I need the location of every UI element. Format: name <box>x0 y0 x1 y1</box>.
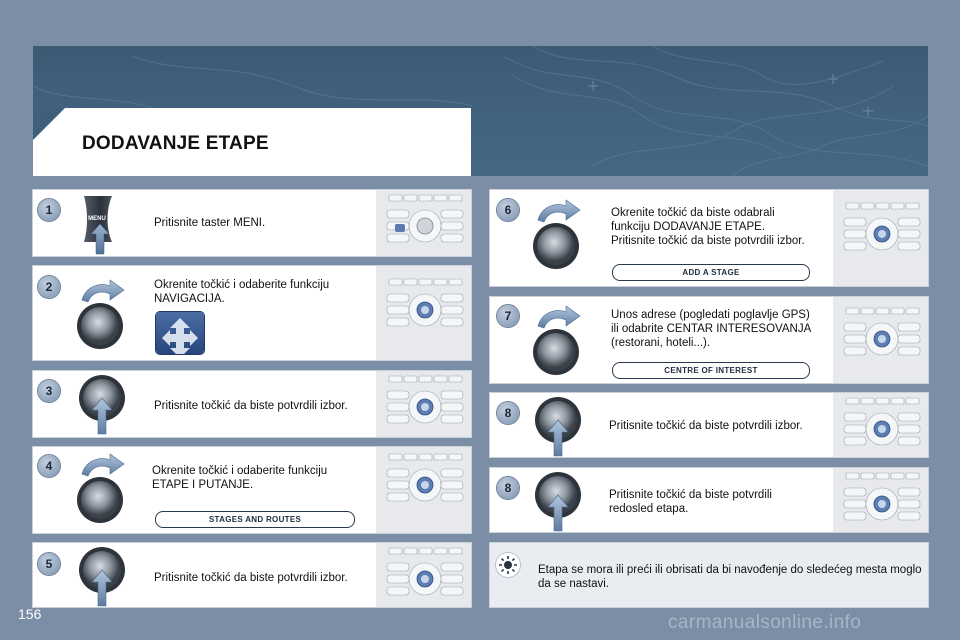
step-text: Okrenite točkić i odaberite funkciju ETAPE I PUTANJE. <box>152 465 328 491</box>
step-number: 5 <box>38 553 60 575</box>
control-panel-illustration <box>838 200 926 267</box>
step-text: Pritisnite točkić da biste potvrdili izbor. <box>609 420 803 432</box>
rotary-knob-press-icon <box>534 471 584 538</box>
step-number: 8 <box>497 402 519 424</box>
rotary-knob-turn-icon <box>76 452 128 531</box>
page-number: 156 <box>18 606 42 622</box>
rotary-knob-turn-icon <box>76 278 128 357</box>
watermark: carmanualsonline.info <box>668 612 862 633</box>
rotary-knob-turn-icon <box>532 304 584 383</box>
step-text: Pritisnite taster MENI. <box>154 217 266 229</box>
control-panel-illustration <box>381 373 469 440</box>
step-number: 6 <box>497 199 519 221</box>
control-panel-illustration <box>381 276 469 343</box>
menu-option-stages-and-routes: STAGES AND ROUTES <box>155 511 355 528</box>
step-text: Pritisnite točkić da biste potvrdili izbor. <box>154 400 348 412</box>
control-panel-illustration <box>838 395 926 462</box>
lightbulb-icon <box>496 553 520 577</box>
rotary-knob-press-icon <box>78 374 128 441</box>
control-panel-illustration <box>838 470 926 537</box>
step-number: 4 <box>38 455 60 477</box>
navigation-icon <box>156 312 204 354</box>
step-number: 3 <box>38 380 60 402</box>
menu-option-centre-of-interest: CENTRE OF INTEREST <box>612 362 810 379</box>
rotary-knob-turn-icon <box>532 198 584 277</box>
page-title: DODAVANJE ETAPE <box>82 133 269 154</box>
title-notch <box>33 108 65 140</box>
step-number: 7 <box>497 305 519 327</box>
control-panel-illustration <box>381 545 469 612</box>
control-panel-illustration <box>381 451 469 518</box>
step-number: 1 <box>38 199 60 221</box>
step-text: Okrenite točkić da biste odabrali funkciju DODAVANJE ETAPE. Pritisnite točkić da biste potvrdili izbor. <box>611 207 805 247</box>
step-number: 8 <box>497 477 519 499</box>
control-panel-illustration <box>838 305 926 372</box>
rotary-knob-press-icon <box>534 396 584 463</box>
note-text: Etapa se mora ili preći ili obrisati da bi navođenje do sledećeg mesta moglo da se nastavi. <box>538 564 922 590</box>
menu-label: MENU <box>88 216 106 222</box>
step-text: Pritisnite točkić da biste potvrdili redosled etapa. <box>609 489 772 515</box>
step-text: Okrenite točkić i odaberite funkciju NAVIGACIJA. <box>154 279 330 305</box>
control-panel-illustration <box>381 192 469 259</box>
step-number: 2 <box>38 276 60 298</box>
menu-button <box>80 196 120 261</box>
menu-option-add-a-stage: ADD A STAGE <box>612 264 810 281</box>
step-text: Unos adrese (pogledati poglavlje GPS) ili odabrite CENTAR INTERESOVANJA (restorani, hoteli...). <box>611 309 812 349</box>
rotary-knob-press-icon <box>78 546 128 613</box>
step-text: Pritisnite točkić da biste potvrdili izbor. <box>154 572 348 584</box>
